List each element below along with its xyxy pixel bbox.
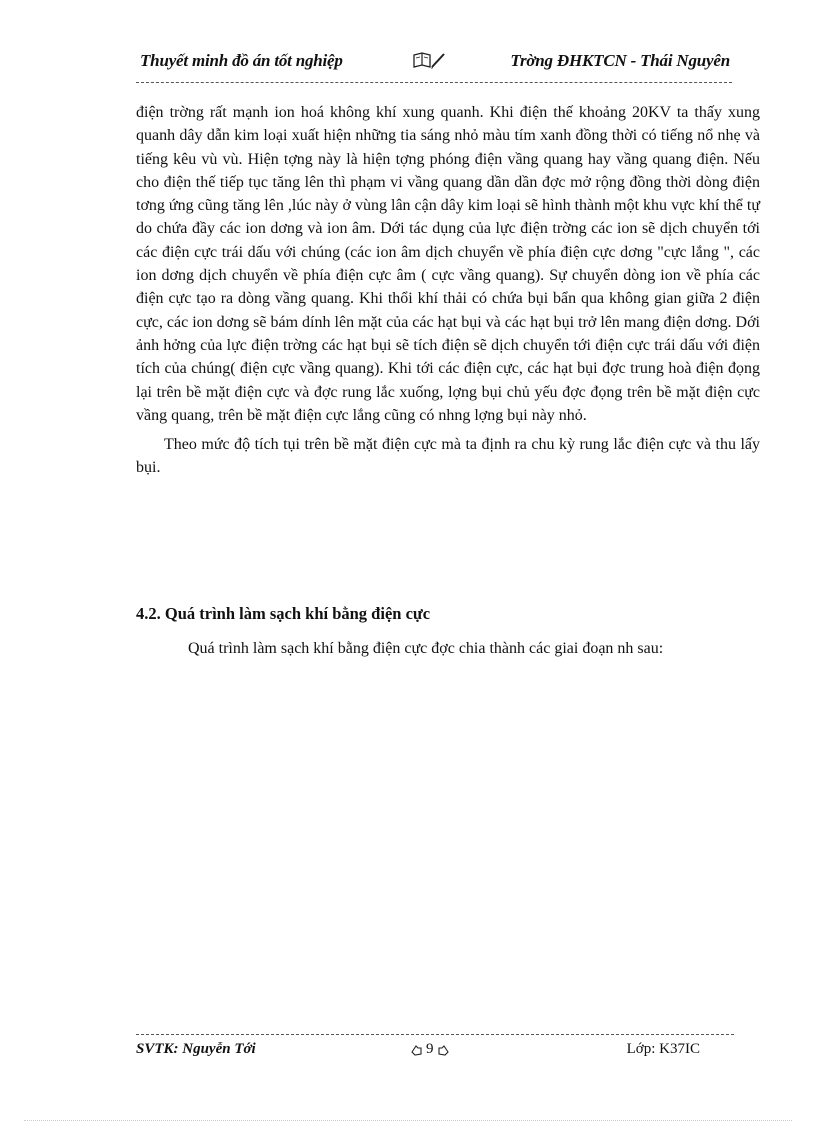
header-university: Trờng ĐHKTCN - Thái Nguyên — [510, 51, 730, 70]
paragraph-1: điện trờng rất mạnh ion hoá không khí xung quanh. Khi điện thế khoảng 20KV ta thấy xung quanh dây dẫn kim loại xuất hiện những tia sáng nhỏ màu tím xanh đồng thời có tiếng nổ nhẹ và tiếng kêu vù vù. Hiện tợng này là hiện tợng phóng điện vầng quang hay vầng quang điện. Nếu cho điện thế tiếp tục tăng lên thì phạm vi vầng quang dần dần đợc mở rộng đồng thời dòng điện tơng ứng cũng tăng lên ,lúc này ở vùng lân cận dây kim loại sẽ hình thành một khu vực khí thể tự do chứa đầy các ion dơng và ion âm. Dới tác dụng của lực điện trờng các ion sẽ dịch chuyển tới các điện cực trái dấu với chúng (các ion âm dịch chuyển về phía điện cực dơng "cực lắng ", các ion dơng dịch chuyển về phía điện cực âm ( cực vầng quang). Sự chuyển dòng ion về phía các điện cực tạo ra dòng vầng quang. Khi thổi khí thải có chứa bụi bẩn qua không gian giữa 2 điện cực, các ion dơng sẽ bám dính lên mặt của các hạt bụi và các hạt bụi trở lên mang điện dơng. Dới ảnh hởng của lực điện trờng các hạt bụi sẽ tích điện sẽ dịch chuyển tới điện cực trái dấu với điện tích của chúng( điện cực vầng quang). Khi tới các điện cực, các hạt bụi đợc trung hoà điện đọng lại trên bề mặt điện cực và đợc rung lắc xuống, lợng bụi chủ yếu đợc đọng trên bề mặt điện cực vầng quang, trên bề mặt điện cực lắng cũng có nhng lợng bụi này nhỏ. — [136, 104, 760, 424]
footer-author: SVTK: Nguyễn Tới — [136, 1041, 256, 1057]
page-footer — [136, 1034, 734, 1065]
footer-page-number — [410, 1041, 450, 1058]
section-heading: 4.2. Quá trình làm sạch khí bằng điện cực — [136, 604, 431, 623]
paragraph-3: Quá trình làm sạch khí bằng điện cực đợc chia thành các giai đoạn nh sau: — [188, 640, 664, 657]
hand-left-icon — [410, 1043, 423, 1057]
header-document-title: Thuyết minh đồ án tốt nghiệp — [140, 51, 343, 70]
hand-right-icon — [437, 1043, 450, 1057]
page-number: 9 — [426, 1041, 434, 1057]
page-header — [136, 46, 732, 83]
paragraph-2: Theo mức độ tích tụi trên bề mặt điện cực mà ta định ra chu kỳ rung lắc điện cực và thu lấy bụi. — [136, 436, 760, 477]
footer-class: Lớp: K37IC — [626, 1041, 700, 1057]
book-pen-icon — [412, 50, 456, 70]
body-text — [136, 101, 760, 480]
page-bottom-divider — [24, 1120, 792, 1121]
